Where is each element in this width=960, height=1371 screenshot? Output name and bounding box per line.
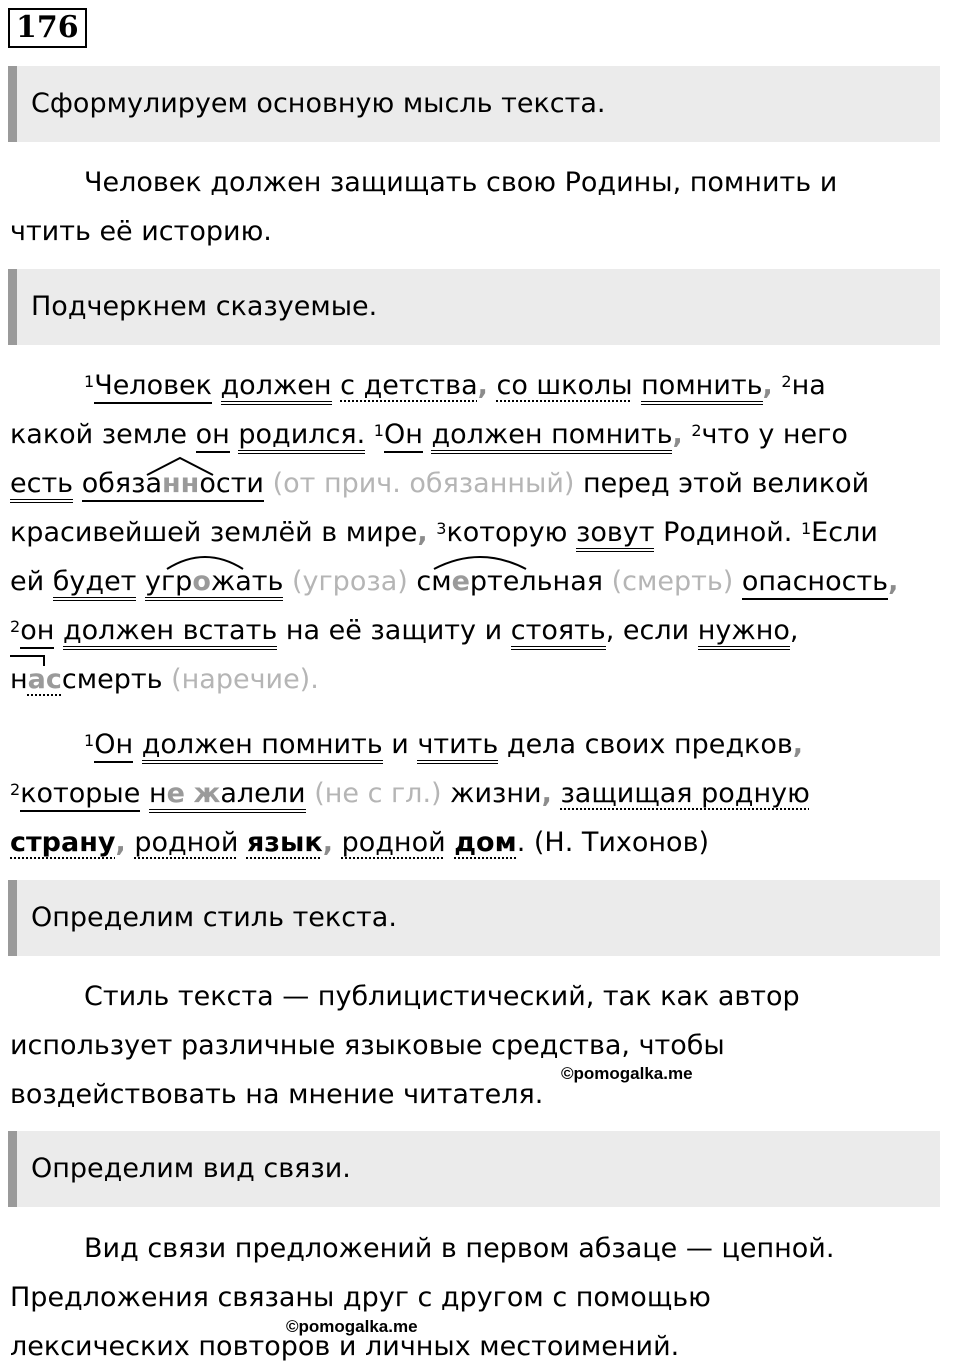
- analysis-line-9: $^2$которые не жалели (не с гл.) жизни, защищая родную: [10, 769, 950, 818]
- analysis-line-7: нассмерть (наречие).: [10, 664, 319, 695]
- analysis-line-10: страну, родной язык, родной дом. (Н. Тихонов): [10, 827, 710, 858]
- section-header-style: Определим стиль текста.: [8, 880, 940, 956]
- prefix-mark: [8, 654, 48, 668]
- analysis-paragraph-2: [10, 720, 950, 867]
- section-header-main-idea: Сформулируем основную мысль текста.: [8, 66, 940, 142]
- connection-paragraph: [10, 1224, 950, 1371]
- analysis-line-4: красивейшей землёй в мире, $^3$которую зовут Родиной. $^1$Если: [10, 508, 950, 557]
- root-arc-mark: [432, 551, 528, 571]
- main-idea-line-1: Человек должен защищать свою Родины, помнить и: [84, 167, 838, 198]
- main-idea-line-2: чтить её историю.: [10, 216, 272, 247]
- watermark: ©pomogalka.me: [286, 1317, 418, 1336]
- style-line-3: воздействовать на мнение читателя.: [10, 1079, 544, 1110]
- analysis-line-8: $^1$Он должен помнить и чтить дела своих предков,: [10, 720, 950, 769]
- connection-line-3: лексических повторов и личных местоимений.: [10, 1331, 680, 1362]
- exercise-number: 176: [8, 8, 87, 48]
- analysis-line-5: ей будет угрожать (угроза) смертельная (смерть) опасность,: [10, 557, 950, 606]
- root-arc-mark: [145, 455, 215, 477]
- style-line-1: Стиль текста — публицистический, так как автор: [84, 981, 800, 1012]
- analysis-line-3: есть обязанности (от прич. обязанный) перед этой великой: [10, 459, 950, 508]
- main-idea-paragraph: [10, 158, 950, 256]
- style-paragraph: [10, 972, 950, 1119]
- connection-line-1: Вид связи предложений в первом абзаце — цепной.: [84, 1233, 835, 1264]
- analysis-line-1: $^1$Человек должен с детства, со школы помнить, $^2$на: [10, 361, 950, 410]
- section-header-predicates: Подчеркнем сказуемые.: [8, 269, 940, 345]
- analysis-line-2: какой земле он родился. $^1$Он должен помнить, $^2$что у него: [10, 410, 950, 459]
- connection-line-2: Предложения связаны друг с другом с помощью: [10, 1282, 711, 1313]
- watermark: ©pomogalka.me: [561, 1064, 693, 1083]
- analysis-line-6: $^2$он должен встать на её защиту и стоять, если нужно,: [10, 606, 950, 655]
- style-line-2: использует различные языковые средства, чтобы: [10, 1030, 725, 1061]
- section-header-connection: Определим вид связи.: [8, 1131, 940, 1207]
- analysis-paragraph-1: [10, 361, 950, 704]
- root-arc-mark: [165, 551, 245, 571]
